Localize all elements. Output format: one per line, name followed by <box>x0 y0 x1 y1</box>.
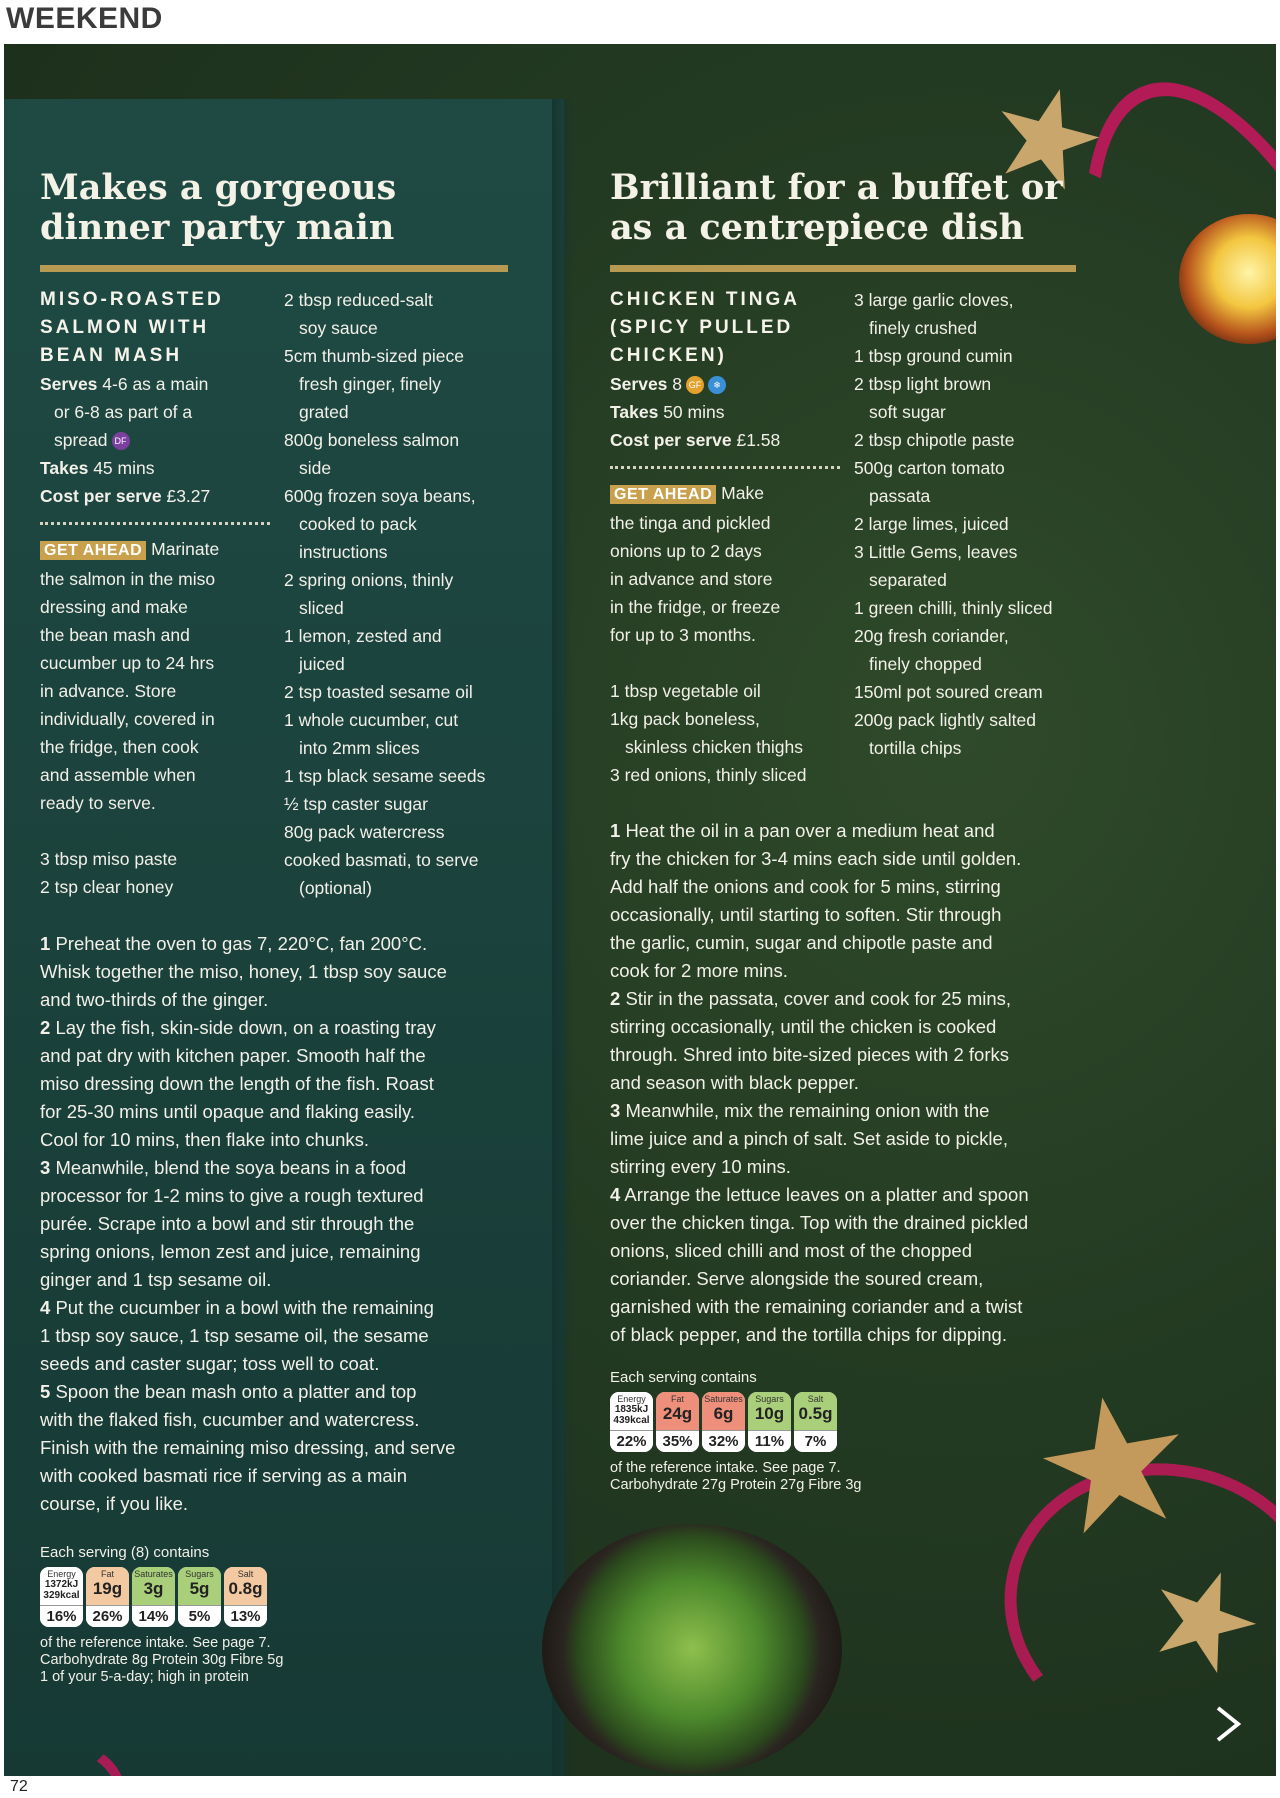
title-line: MISO-ROASTED <box>40 289 224 310</box>
step-line: lime juice and a pinch of salt. Set aside to pickle, <box>610 1128 1008 1149</box>
nutrition-cell <box>794 1392 837 1452</box>
ingredient-line: 1 green chilli, thinly sliced <box>854 598 1053 618</box>
footer-line: of the reference intake. See page 7. <box>40 1635 271 1651</box>
nutrient-percent: 7% <box>794 1430 837 1452</box>
step-line: spring onions, lemon zest and juice, remaining <box>40 1241 421 1262</box>
right-recipe <box>610 168 1080 1494</box>
step-line: seeds and caster sugar; toss well to coat. <box>40 1353 380 1374</box>
step-line: Lay the fish, skin-side down, on a roasting tray <box>55 1017 436 1038</box>
step-line: occasionally, until starting to soften. Stir through <box>610 904 1002 925</box>
nutrient-percent: 11% <box>748 1430 791 1452</box>
left-heading <box>40 168 508 248</box>
step-line: Spoon the bean mash onto a platter and top <box>55 1381 417 1402</box>
takes-label: Takes <box>40 458 89 478</box>
ingredient-item <box>854 286 1078 342</box>
chevron-right-icon[interactable] <box>1210 1704 1246 1744</box>
ingredient-item <box>610 705 840 761</box>
nutrient-label: Sugars <box>185 1569 214 1579</box>
get-ahead-text: for up to 3 months. <box>610 625 756 645</box>
ingredient-line: 3 Little Gems, leaves <box>854 542 1018 562</box>
nutrition-table <box>610 1392 1080 1452</box>
nutrient-percent: 5% <box>178 1605 221 1627</box>
nutrient-value: 329kcal <box>43 1590 80 1601</box>
nutrient-percent: 14% <box>132 1605 175 1627</box>
takes-value: 45 mins <box>93 458 155 478</box>
ingredient-line: sliced <box>299 598 344 618</box>
step-number: 5 <box>40 1381 51 1402</box>
ingredient-line: ½ tsp caster sugar <box>284 794 428 814</box>
left-recipe <box>40 168 508 1686</box>
step-line: Arrange the lettuce leaves on a platter and spoon <box>624 1184 1029 1205</box>
step-line: with the flaked fish, cucumber and watercress. <box>40 1409 420 1430</box>
get-ahead-text: the bean mash and <box>40 625 190 645</box>
ingredient-item <box>284 790 508 818</box>
takes-label: Takes <box>610 402 659 422</box>
nutrient-value: 6g <box>713 1404 734 1423</box>
nutrient-value: 0.8g <box>228 1579 263 1598</box>
ingredient-item <box>284 342 508 426</box>
nutrient-label: Energy <box>617 1394 646 1404</box>
nutrient-label: Saturates <box>704 1394 743 1404</box>
serves-cont <box>40 426 270 454</box>
ingredient-line: 2 tbsp light brown <box>854 374 992 394</box>
cost-label: Cost per serve <box>40 486 162 506</box>
step-line: and two-thirds of the ginger. <box>40 989 269 1010</box>
ingredient-line: cooked basmati, to serve <box>284 850 479 870</box>
serves-label: Serves <box>40 374 98 394</box>
ingredient-list <box>284 286 508 902</box>
cost-value: £3.27 <box>166 486 211 506</box>
get-ahead-text: cucumber up to 24 hrs <box>40 653 215 673</box>
recipe-title <box>40 286 270 370</box>
ingredient-line: 2 tbsp chipotle paste <box>854 430 1015 450</box>
method-step <box>40 1014 510 1154</box>
ingredient-line: 1 lemon, zested and <box>284 626 442 646</box>
nutrient-value: 10g <box>754 1404 785 1423</box>
nutrition-title: Each serving contains <box>610 1369 757 1386</box>
step-line: Meanwhile, blend the soya beans in a food <box>55 1157 407 1178</box>
ingredient-line: tortilla chips <box>869 738 962 758</box>
nutrient-label: Energy <box>47 1569 76 1579</box>
ingredient-line: juiced <box>299 654 345 674</box>
takes <box>610 398 840 426</box>
ingredient-item <box>854 594 1078 622</box>
cost-label: Cost per serve <box>610 430 732 450</box>
nutrition-cell <box>132 1567 175 1627</box>
nutrition-cell <box>610 1392 653 1452</box>
get-ahead-text: in advance and store <box>610 569 773 589</box>
method-step <box>610 1097 1090 1181</box>
ingredient-line: 2 large limes, juiced <box>854 514 1009 534</box>
step-line: coriander. Serve alongside the soured cream, <box>610 1268 984 1289</box>
nutrient-value: 439kcal <box>613 1415 650 1426</box>
ingredient-item: 1 tbsp vegetable oil <box>610 681 761 701</box>
takes <box>40 454 270 482</box>
get-ahead-text: Marinate <box>151 539 220 559</box>
method-step <box>610 1181 1090 1349</box>
nutrient-value: 1835kJ <box>614 1404 649 1415</box>
ingredient-line: separated <box>869 570 947 590</box>
page-number: 72 <box>10 1778 28 1795</box>
nutrient-label: Fat <box>670 1394 684 1404</box>
get-ahead-text: the tinga and pickled <box>610 513 771 533</box>
ingredient-item: 3 red onions, thinly sliced <box>610 765 807 785</box>
step-line: course, if you like. <box>40 1493 189 1514</box>
recipe-title <box>610 286 840 370</box>
serves <box>610 370 840 398</box>
nutrition-cell <box>86 1567 129 1627</box>
ingredient-list <box>854 286 1078 789</box>
nutrient-value: 19g <box>92 1579 123 1598</box>
nutrient-label: Saturates <box>134 1569 173 1579</box>
ingredient-line: 500g carton tomato <box>854 458 1005 478</box>
ingredient-line: 1 whole cucumber, cut <box>284 710 459 730</box>
method-step <box>40 1154 510 1294</box>
ingredient-line: 2 tsp toasted sesame oil <box>284 682 473 702</box>
step-line: stirring every 10 mins. <box>610 1156 791 1177</box>
step-line: 1 tbsp soy sauce, 1 tsp sesame oil, the sesame <box>40 1325 429 1346</box>
nutrient-value: 24g <box>662 1404 693 1423</box>
ingredient-line: 1 tsp black sesame seeds <box>284 766 486 786</box>
get-ahead-text: the salmon in the miso <box>40 569 216 589</box>
nutrient-label: Sugars <box>755 1394 784 1404</box>
gluten-free-badge: GF <box>686 376 704 394</box>
step-line: fry the chicken for 3-4 mins each side until golden. <box>610 848 1022 869</box>
title-line: SALMON WITH <box>40 317 210 338</box>
ingredient-item <box>284 706 508 762</box>
serves-value: 8 <box>672 374 683 394</box>
method <box>610 817 1090 1349</box>
step-line: Heat the oil in a pan over a medium heat and <box>625 820 995 841</box>
ingredient-line: side <box>299 458 332 478</box>
nutrient-value: 5g <box>189 1579 210 1598</box>
step-line: Preheat the oven to gas 7, 220°C, fan 200°C. <box>55 933 428 954</box>
footer-line: 1 of your 5-a-day; high in protein <box>40 1669 249 1685</box>
cost <box>40 482 270 510</box>
step-line: the garlic, cumin, sugar and chipotle paste and <box>610 932 993 953</box>
ingredient-line: 600g frozen soya beans, <box>284 486 476 506</box>
dotted-divider <box>610 466 840 469</box>
step-line: Finish with the remaining miso dressing, and serve <box>40 1437 456 1458</box>
ingredient-item <box>284 566 508 622</box>
method <box>40 930 510 1518</box>
ingredient-line: 1kg pack boneless, <box>610 709 760 729</box>
title-line: CHICKEN TINGA <box>610 289 800 310</box>
step-line: with cooked basmati rice if serving as a main <box>40 1465 408 1486</box>
step-line: for 25-30 mins until opaque and flaking easily. <box>40 1101 416 1122</box>
serves-cont-text: spread <box>54 430 108 450</box>
ingredient-item <box>284 622 508 678</box>
step-line: Cool for 10 mins, then flake into chunks. <box>40 1129 370 1150</box>
heading-line: Makes a gorgeous <box>40 167 397 208</box>
ingredient-line: 5cm thumb-sized piece <box>284 346 464 366</box>
ingredient-line: passata <box>869 486 931 506</box>
nutrition-panel <box>610 1369 1080 1494</box>
step-line: Whisk together the miso, honey, 1 tbsp soy sauce <box>40 961 447 982</box>
ingredient-line: 200g pack lightly salted <box>854 710 1036 730</box>
heading-line: Brilliant for a buffet or <box>610 167 1063 208</box>
step-number: 2 <box>610 988 621 1009</box>
coriander-bowl-image <box>542 1524 842 1774</box>
step-line: Stir in the passata, cover and cook for 25 mins, <box>625 988 1012 1009</box>
step-line: processor for 1-2 mins to give a rough textured <box>40 1185 424 1206</box>
step-number: 1 <box>40 933 51 954</box>
nutrient-percent: 32% <box>702 1430 745 1452</box>
step-line: miso dressing down the length of the fish. Roast <box>40 1073 434 1094</box>
ingredient-item <box>854 678 1078 706</box>
step-line: and season with black pepper. <box>610 1072 859 1093</box>
footer-line: of the reference intake. See page 7. <box>610 1460 841 1476</box>
dairy-free-badge: DF <box>112 432 130 450</box>
freezable-icon: ❄ <box>708 376 726 394</box>
ingredient-line: 2 tbsp reduced-salt <box>284 290 433 310</box>
gold-star-icon <box>1149 1564 1259 1674</box>
step-line: Put the cucumber in a bowl with the remaining <box>55 1297 434 1318</box>
ingredient-item <box>854 454 1078 510</box>
get-ahead-text: and assemble when <box>40 765 196 785</box>
get-ahead-text: ready to serve. <box>40 793 156 813</box>
step-number: 3 <box>610 1100 621 1121</box>
step-line: Add half the onions and cook for 5 mins, stirring <box>610 876 1001 897</box>
takes-value: 50 mins <box>663 402 725 422</box>
nutrition-panel <box>40 1544 508 1686</box>
get-ahead-text: individually, covered in <box>40 709 215 729</box>
ingredient-item <box>854 622 1078 678</box>
serves-cont: or 6-8 as part of a <box>54 402 193 422</box>
title-line: (SPICY PULLED <box>610 317 794 338</box>
step-line: ginger and 1 tsp sesame oil. <box>40 1269 272 1290</box>
nutrient-label: Fat <box>100 1569 114 1579</box>
nutrition-cell <box>178 1567 221 1627</box>
step-line: purée. Scrape into a bowl and stir through the <box>40 1213 415 1234</box>
step-line: and pat dry with kitchen paper. Smooth half the <box>40 1045 426 1066</box>
nutrition-footer <box>40 1635 508 1686</box>
ingredient-line: fresh ginger, finely <box>299 374 442 394</box>
ingredient-line: 2 spring onions, thinly <box>284 570 454 590</box>
method-step <box>40 1294 510 1378</box>
ingredient-line: 1 tbsp ground cumin <box>854 346 1013 366</box>
serves-label: Serves <box>610 374 668 394</box>
nutrition-cell <box>656 1392 699 1452</box>
get-ahead <box>610 479 840 509</box>
ingredient-item <box>854 426 1078 454</box>
ingredient-item <box>854 370 1078 426</box>
method-step <box>40 1378 510 1518</box>
nutrient-percent: 35% <box>656 1430 699 1452</box>
ingredient-line: 80g pack watercress <box>284 822 445 842</box>
nutrient-label: Salt <box>237 1569 254 1579</box>
nutrient-label: Salt <box>807 1394 824 1404</box>
method-step <box>40 930 510 1014</box>
page-header <box>0 0 1280 44</box>
nutrition-cell <box>702 1392 745 1452</box>
get-ahead <box>40 535 270 565</box>
nutrient-value: 0.5g <box>798 1404 833 1423</box>
ingredient-line: 800g boneless salmon <box>284 430 460 450</box>
ingredient-line: instructions <box>299 542 388 562</box>
ingredient-line: (optional) <box>299 878 372 898</box>
ingredient-item <box>284 678 508 706</box>
title-line: BEAN MASH <box>40 345 183 366</box>
nutrition-cell <box>748 1392 791 1452</box>
heading-line: as a centrepiece dish <box>610 207 1025 248</box>
ingredient-item <box>284 846 508 902</box>
step-line: cook for 2 more mins. <box>610 960 788 981</box>
title-line: CHICKEN) <box>610 345 727 366</box>
step-line: onions, sliced chilli and most of the chopped <box>610 1240 972 1261</box>
ingredient-line: finely chopped <box>869 654 982 674</box>
brand-title: WEEKEND <box>6 2 163 35</box>
get-ahead-text: onions up to 2 days <box>610 541 762 561</box>
step-line: Meanwhile, mix the remaining onion with the <box>625 1100 990 1121</box>
method-step <box>610 817 1090 985</box>
ingredient-item <box>854 342 1078 370</box>
ingredient-item <box>284 286 508 342</box>
step-number: 3 <box>40 1157 51 1178</box>
step-line: through. Shred into bite-sized pieces with 2 forks <box>610 1044 1009 1065</box>
step-number: 1 <box>610 820 621 841</box>
get-ahead-text: the fridge, then cook <box>40 737 199 757</box>
ingredient-item <box>854 510 1078 538</box>
step-line: stirring occasionally, until the chicken is cooked <box>610 1016 997 1037</box>
ingredient-line: grated <box>299 402 349 422</box>
cost <box>610 426 840 454</box>
get-ahead-badge: GET AHEAD <box>40 541 146 560</box>
nutrition-cell <box>40 1567 83 1627</box>
nutrition-footer <box>610 1460 1080 1494</box>
nutrition-cell <box>224 1567 267 1627</box>
nutrient-percent: 22% <box>610 1430 653 1452</box>
ingredient-item <box>284 762 508 790</box>
nutrient-percent: 13% <box>224 1605 267 1627</box>
gold-rule <box>40 265 508 272</box>
ingredient-line: into 2mm slices <box>299 738 420 758</box>
heading-line: dinner party main <box>40 207 395 248</box>
get-ahead-text: dressing and make <box>40 597 188 617</box>
gold-rule <box>610 265 1076 272</box>
step-number: 4 <box>610 1184 621 1205</box>
step-line: over the chicken tinga. Top with the drained pickled <box>610 1212 1029 1233</box>
ingredient-line: 150ml pot soured cream <box>854 682 1043 702</box>
ingredient-line: skinless chicken thighs <box>625 737 803 757</box>
ingredient-item <box>284 818 508 846</box>
nutrition-table <box>40 1567 508 1627</box>
nutrient-value: 1372kJ <box>44 1579 79 1590</box>
serves <box>40 370 270 398</box>
ingredient-item <box>284 482 508 566</box>
ingredient-item <box>854 706 1078 762</box>
ingredient-line: 20g fresh coriander, <box>854 626 1009 646</box>
nutrient-value: 3g <box>143 1579 164 1598</box>
ingredient-item <box>284 426 508 482</box>
step-line: garnished with the remaining coriander and a twist <box>610 1296 1023 1317</box>
dotted-divider <box>40 522 270 525</box>
step-number: 4 <box>40 1297 51 1318</box>
method-step <box>610 985 1090 1097</box>
step-line: of black pepper, and the tortilla chips for dipping. <box>610 1324 1007 1345</box>
footer-line: Carbohydrate 27g Protein 27g Fibre 3g <box>610 1477 862 1493</box>
ingredient-item: 3 tbsp miso paste <box>40 849 178 869</box>
ingredient-line: soy sauce <box>299 318 378 338</box>
ingredient-line: cooked to pack <box>299 514 417 534</box>
ingredient-item: 2 tsp clear honey <box>40 877 174 897</box>
ingredient-line: soft sugar <box>869 402 946 422</box>
ingredient-item <box>854 538 1078 594</box>
get-ahead-text: in advance. Store <box>40 681 177 701</box>
nutrition-title: Each serving (8) contains <box>40 1544 210 1561</box>
footer-line: Carbohydrate 8g Protein 30g Fibre 5g <box>40 1652 284 1668</box>
ingredient-line: finely crushed <box>869 318 977 338</box>
ingredient-line: 3 large garlic cloves, <box>854 290 1014 310</box>
nutrient-percent: 16% <box>40 1605 83 1627</box>
get-ahead-badge: GET AHEAD <box>610 485 716 504</box>
serves-value: 4-6 as a main <box>102 374 209 394</box>
get-ahead-text: in the fridge, or freeze <box>610 597 781 617</box>
right-heading <box>610 168 1080 248</box>
cost-value: £1.58 <box>736 430 781 450</box>
nutrient-percent: 26% <box>86 1605 129 1627</box>
step-number: 2 <box>40 1017 51 1038</box>
get-ahead-text: Make <box>721 483 764 503</box>
